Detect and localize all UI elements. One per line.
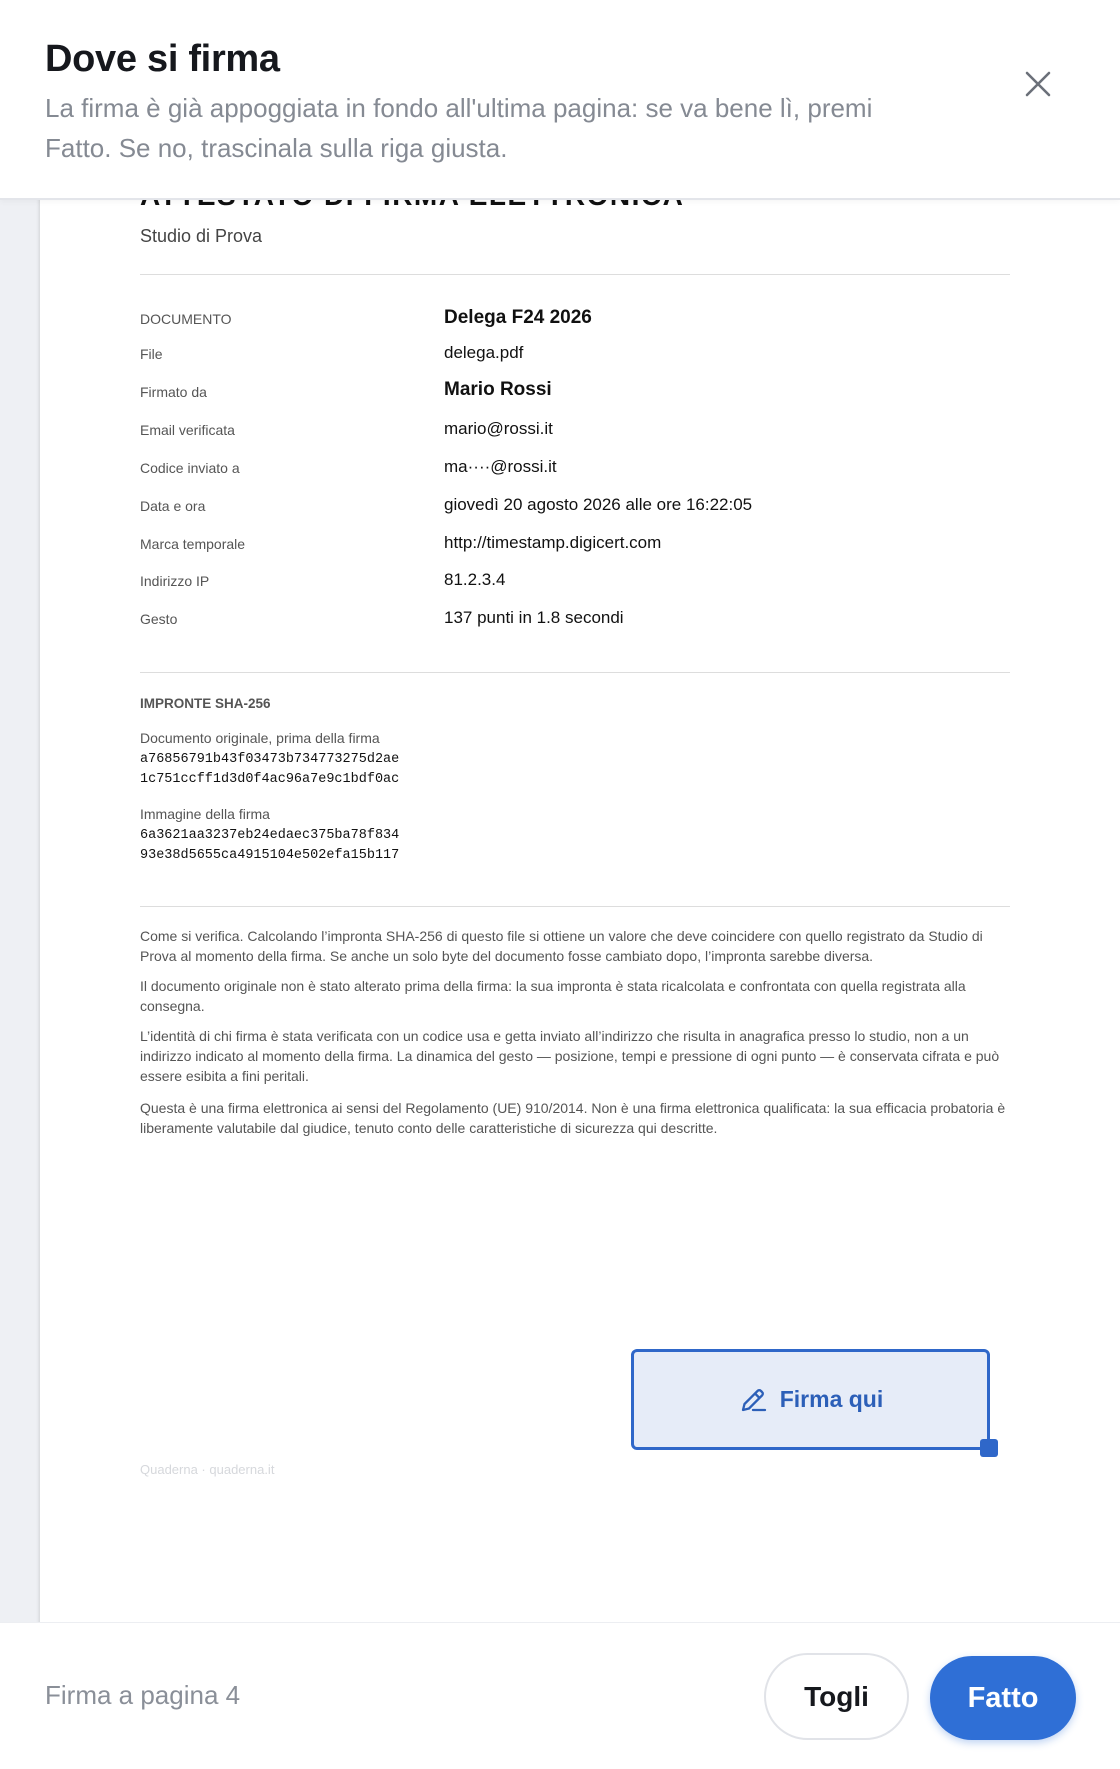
remove-button[interactable]: Togli: [764, 1653, 909, 1740]
row-label-gesto: Gesto: [140, 611, 178, 627]
hash-section-title: IMPRONTE SHA-256: [140, 696, 271, 711]
row-value-marca: http://timestamp.digicert.com: [444, 533, 662, 552]
modal-title: Dove si firma: [45, 38, 280, 80]
row-value-data: giovedì 20 agosto 2026 alle ore 16:22:05: [444, 495, 753, 514]
divider: [140, 906, 1010, 907]
document-viewer[interactable]: [0, 200, 1120, 1622]
signature-resize-handle[interactable]: [980, 1439, 998, 1457]
signature-placeholder-label: Firma qui: [779, 1386, 884, 1412]
signature-placeholder[interactable]: [631, 1349, 990, 1450]
paragraph-verification: Come si verifica. Calcolando l’impronta SHA-256 di questo file si ottiene un valore che deve coincidere con quello registrato da Studio di Prova al momento della firma. Se anche un solo byte del documento fosse cambiato dopo, l’impronta sarebbe diversa.: [140, 928, 983, 964]
row-label-marca: Marca temporale: [140, 536, 246, 552]
close-icon: [1024, 70, 1052, 98]
row-label-file: File: [140, 346, 163, 362]
hash-signature-line1: 6a3621aa3237eb24edaec375ba78f834: [140, 828, 400, 843]
row-label-codice: Codice inviato a: [140, 460, 240, 476]
row-label-ip: Indirizzo IP: [140, 573, 210, 589]
row-value-file: delega.pdf: [444, 343, 524, 362]
hash-original-label: Documento originale, prima della firma: [140, 730, 380, 746]
row-label-data: Data e ora: [140, 498, 206, 514]
pencil-icon: [738, 1385, 768, 1415]
row-label-email: Email verificata: [140, 422, 235, 438]
hash-signature-label: Immagine della firma: [140, 806, 270, 822]
document-footer: Quaderna · quaderna.it: [140, 1462, 275, 1477]
modal-subtitle: La firma è già appoggiata in fondo all'ultima pagina: se va bene lì, premi Fatto. Se no, trascinala sulla riga giusta.: [45, 93, 873, 163]
close-button[interactable]: [1010, 56, 1066, 112]
modal-footer: [0, 1622, 1120, 1769]
row-value-gesto: 137 punti in 1.8 secondi: [444, 608, 624, 627]
row-label-documento: DOCUMENTO: [140, 311, 232, 327]
signature-page-info: Firma a pagina 4: [45, 1680, 241, 1710]
hash-original-line1: a76856791b43f03473b734773275d2ae: [140, 752, 400, 767]
divider: [140, 274, 1010, 275]
hash-original-line2: 1c751ccff1d3d0f4ac96a7e9c1bdf0ac: [140, 772, 400, 787]
row-value-firmato-da: Mario Rossi: [444, 379, 552, 400]
row-value-email: mario@rossi.it: [444, 419, 553, 438]
studio-name: Studio di Prova: [140, 226, 263, 246]
row-label-firmato-da: Firmato da: [140, 384, 207, 400]
paragraph-integrity: Il documento originale non è stato alterato prima della firma: la sua impronta è stata ricalcolata e confrontata con quella registrata alla consegna.: [140, 978, 966, 1014]
row-value-codice: ma····@rossi.it: [444, 457, 557, 476]
divider: [140, 672, 1010, 673]
row-value-ip: 81.2.3.4: [444, 570, 506, 589]
paragraph-identity: L’identità di chi firma è stata verificata con un codice usa e getta inviato all’indirizzo che risulta in anagrafica presso lo studio, non a un indirizzo indicato al momento della firma. La dinamica del gesto — posizione, tempi e pressione di ogni punto — è conservata cifrata e può essere esibita a fini peritali.: [140, 1028, 1000, 1084]
done-button[interactable]: Fatto: [930, 1656, 1076, 1740]
paragraph-legal: Questa è una firma elettronica ai sensi del Regolamento (UE) 910/2014. Non è una firma elettronica qualificata: la sua efficacia probatoria è liberamente valutabile dal giudice, tenuto conto delle caratteristiche di sicurezza qui descritte.: [140, 1100, 1006, 1136]
row-value-documento: Delega F24 2026: [444, 307, 592, 328]
hash-signature-line2: 93e38d5655ca4915104e502efa15b117: [140, 848, 400, 863]
modal-header: [0, 0, 1120, 200]
